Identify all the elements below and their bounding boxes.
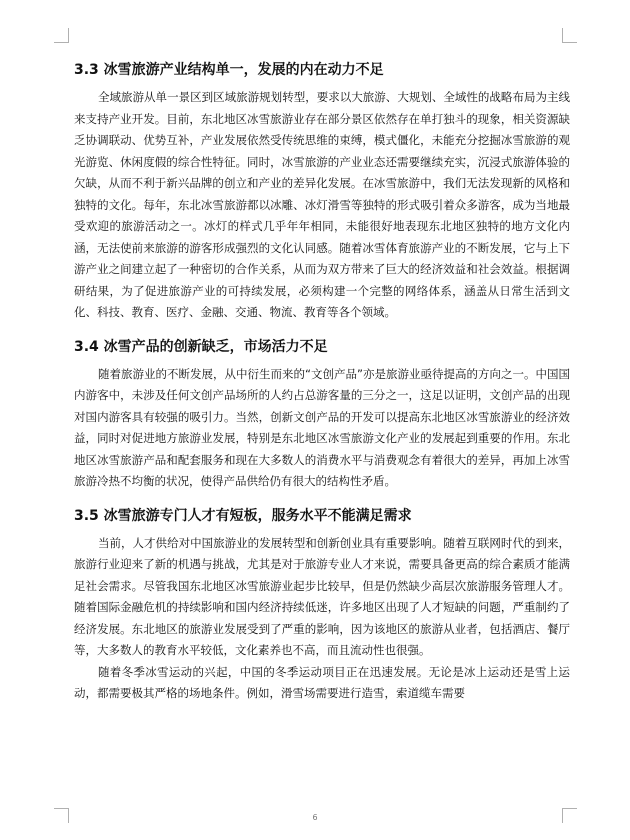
page-number: 6 bbox=[312, 813, 318, 822]
section-heading-3-5: 3.5 冰雪旅游专门人才有短板，服务水平不能满足需求 bbox=[74, 507, 412, 524]
section-heading-3-3: 3.3 冰雪旅游产业结构单一，发展的内在动力不足 bbox=[74, 62, 384, 78]
paragraph: 随着冬季冰雪运动的兴起，中国的冬季运动项目正在迅速发展。无论是冰上运动还是雪上运动，都需要极其严格的场地条件。例如，滑雪场需要进行造雪，索道缆车需要 bbox=[74, 664, 570, 700]
paragraph: 全域旅游从单一景区到区域旅游规划转型，要求以大旅游、大规划、全域性的战略布局为主线来支持产业开发。目前，东北地区冰雪旅游业存在部分景区依然存在单打独斗的现象，相关资源缺乏协调联动、优势互补，产业发展依然受传统思维的束缚，模式僵化，未能充分挖掘冰雪旅游的观光游览、休闲度假的综合性特征。同时，冰雪旅游的产业业态还需要继续充实，沉浸式旅游体验的欠缺，从而不利于新兴品牌的创立和产业的差异化发展。在冰雪旅游中，我们无法发现新的风格和独特的文化。每年，东北冰雪旅游都以冰雕、冰灯滑雪等独特的形式吸引着众多游客，成为当地最受欢迎的旅游活动之一。冰灯的样式几乎年年相同，未能很好地表现东北地区独特的地方文化内涵，无法使前来旅游的游客形成强烈的文化认同感。随着冰雪体育旅游产业的不断发展，它与上下游产业之间建立起了一种密切的合作关系，从而为双方带来了巨大的经济效益和社会效益。根据调研结果，为了促进旅游产业的可持续发展，必须构建一个完整的网络体系，涵盖从日常生活到文化、科技、教育、医疗、金融、交通、物流、教育等各个领域。 bbox=[74, 90, 570, 319]
crop-mark-top-left bbox=[54, 28, 69, 43]
crop-mark-top-right bbox=[562, 28, 577, 43]
section-heading-3-4: 3.4 冰雪产品的创新缺乏，市场活力不足 bbox=[74, 338, 328, 355]
paragraph: 当前，人才供给对中国旅游业的发展转型和创新创业具有重要影响。随着互联网时代的到来，旅游行业迎来了新的机遇与挑战，尤其是对于旅游专业人才来说，需要具备更高的综合素质才能满足社会需求。尽管我国东北地区冰雪旅游业起步比较早，但是仍然缺少高层次旅游服务管理人才。随着国际金融危机的持续影响和国内经济持续低迷，许多地区出现了人才短缺的问题，严重制约了经济发展。东北地区的旅游业发展受到了严重的影响，因为该地区的旅游从业者，包括酒店、餐厅等，大多数人的教育水平较低，文化素养也不高，而且流动性也很强。 bbox=[74, 535, 570, 657]
paragraph: 随着旅游业的不断发展，从中衍生而来的“文创产品”亦是旅游业亟待提高的方向之一。中国国内游客中，未涉及任何文创产品场所的人约占总游客量的三分之一，这足以证明，文创产品的出现对国内游客具有较强的吸引力。当然，创新文创产品的开发可以提高东北地区冰雪旅游业的经济效益，同时对促进地方旅游业发展，特别是东北地区冰雪旅游文化产业的发展起到重要的作用。东北地区冰雪旅游产品和配套服务和现在大多数人的消费水平与消费观念有着很大的差异，再加上冰雪旅游冷热不均衡的状况，使得产品供给仍有很大的结构性矛盾。 bbox=[74, 366, 570, 488]
page-body bbox=[74, 60, 570, 705]
